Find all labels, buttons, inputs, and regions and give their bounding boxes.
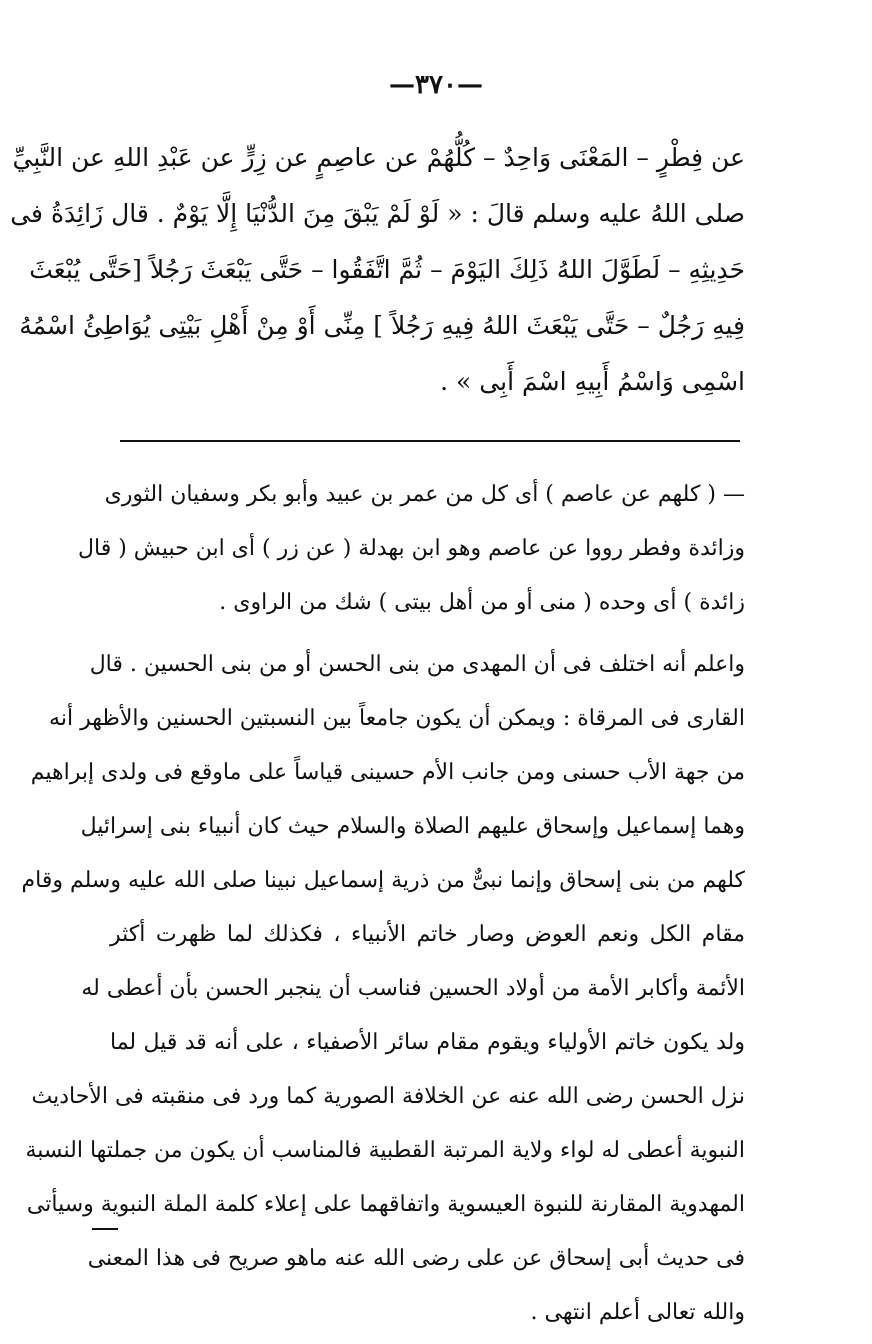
hadith-text <box>10 130 745 410</box>
commentary-line: المهدوية المقارنة للنبوة العيسوية واتفاقهما على إعلاء كلمة الملة النبوية وسيأتى <box>26 1192 745 1217</box>
commentary-line: النبوية أعطى له لواء ولاية المرتبة القطبية فالمناسب أن يكون من جملتها النسبة <box>25 1138 745 1163</box>
hadith-line: اسْمِى وَاسْمُ أَبِيهِ اسْمَ أَبِى » . <box>440 367 745 396</box>
hadith-line: عن فِطْرٍ – المَعْنَى وَاحِدٌ – كُلُّهُمْ عن عاصِمٍ عن زِرٍّ عن عَبْدِ اللهِ عن النَّبِيِّ <box>12 143 745 172</box>
commentary-text <box>21 468 745 1340</box>
commentary-line: وزائدة وفطر رووا عن عاصم وهو ابن بهدلة ( عن زر ) أى ابن حبيش ( قال <box>78 536 745 561</box>
commentary-line: كلهم من بنى إسحاق وإنما نبىٌّ من ذرية إسماعيل نبينا صلى الله عليه وسلم وقام <box>21 868 745 893</box>
commentary-line: القارى فى المرقاة : ويمكن أن يكون جامعاً بين النسبتين الحسنين والأظهر أنه <box>49 706 745 731</box>
commentary-line: فى حديث أبى إسحاق عن على رضى الله عنه ماهو صريح فى هذا المعنى <box>87 1246 745 1271</box>
commentary-paragraph <box>78 468 745 630</box>
commentary-line: نزل الحسن رضى الله عنه عن الخلافة الصورية كما ورد فى منقبته فى الأحاديث <box>31 1084 745 1109</box>
commentary-line: من جهة الأب حسنى ومن جانب الأم حسينى قياساً على ماوقع فى ولدى إبراهيم <box>30 760 745 785</box>
hadith-line: فِيهِ رَجُلٌ – حَتَّى يَبْعَثَ اللهُ فِيهِ رَجُلاً ] مِنِّى أَوْ مِنْ أَهْلِ بَيْتِى يُوَاطِئُ اسْمُهُ <box>19 311 745 340</box>
commentary-paragraph <box>21 638 745 1340</box>
commentary-line: واعلم أنه اختلف فى أن المهدى من بنى الحسن أو من بنى الحسين . قال <box>89 652 745 677</box>
page-number: —٣٧٠— <box>389 70 483 100</box>
commentary-line: وهما إسماعيل وإسحاق عليهم الصلاة والسلام حيث كان أنبياء بنى إسرائيل <box>80 814 745 839</box>
commentary-line: — ( كلهم عن عاصم ) أى كل من عمر بن عبيد وأبو بكر وسفيان الثورى <box>104 482 745 507</box>
commentary-line: ولد يكون خاتم الأولياء ويقوم مقام سائر الأصفياء ، على أنه قد قيل لما <box>110 1030 745 1055</box>
commentary-line: والله تعالى أعلم انتهى . <box>530 1300 745 1325</box>
hadith-line: حَدِيثِهِ – لَطَوَّلَ اللهُ ذَلِكَ اليَوْمَ – ثُمَّ اتَّفَقُوا – حَتَّى يَبْعَثَ رَجُلاً [حَتَّى يُبْعَثَ <box>29 255 745 284</box>
commentary-line: زائدة ) أى وحده ( منى أو من أهل بيتى ) شك من الراوى . <box>219 590 745 615</box>
commentary-line: مقام الكل ونعم العوض وصار خاتم الأنبياء ، فكذلك لما ظهرت أكثر <box>110 922 745 947</box>
end-dash <box>92 1228 118 1230</box>
hadith-line: صلى اللهُ عليه وسلم قالَ : « لَوْ لَمْ يَبْقَ مِنَ الدُّنْيَا إِلَّا يَوْمٌ . قال زَائِدَةُ فى <box>10 199 745 228</box>
section-divider <box>120 440 740 442</box>
commentary-line: الأئمة وأكابر الأمة من أولاد الحسين فناسب أن ينجبر الحسن بأن أعطى له <box>81 976 745 1001</box>
